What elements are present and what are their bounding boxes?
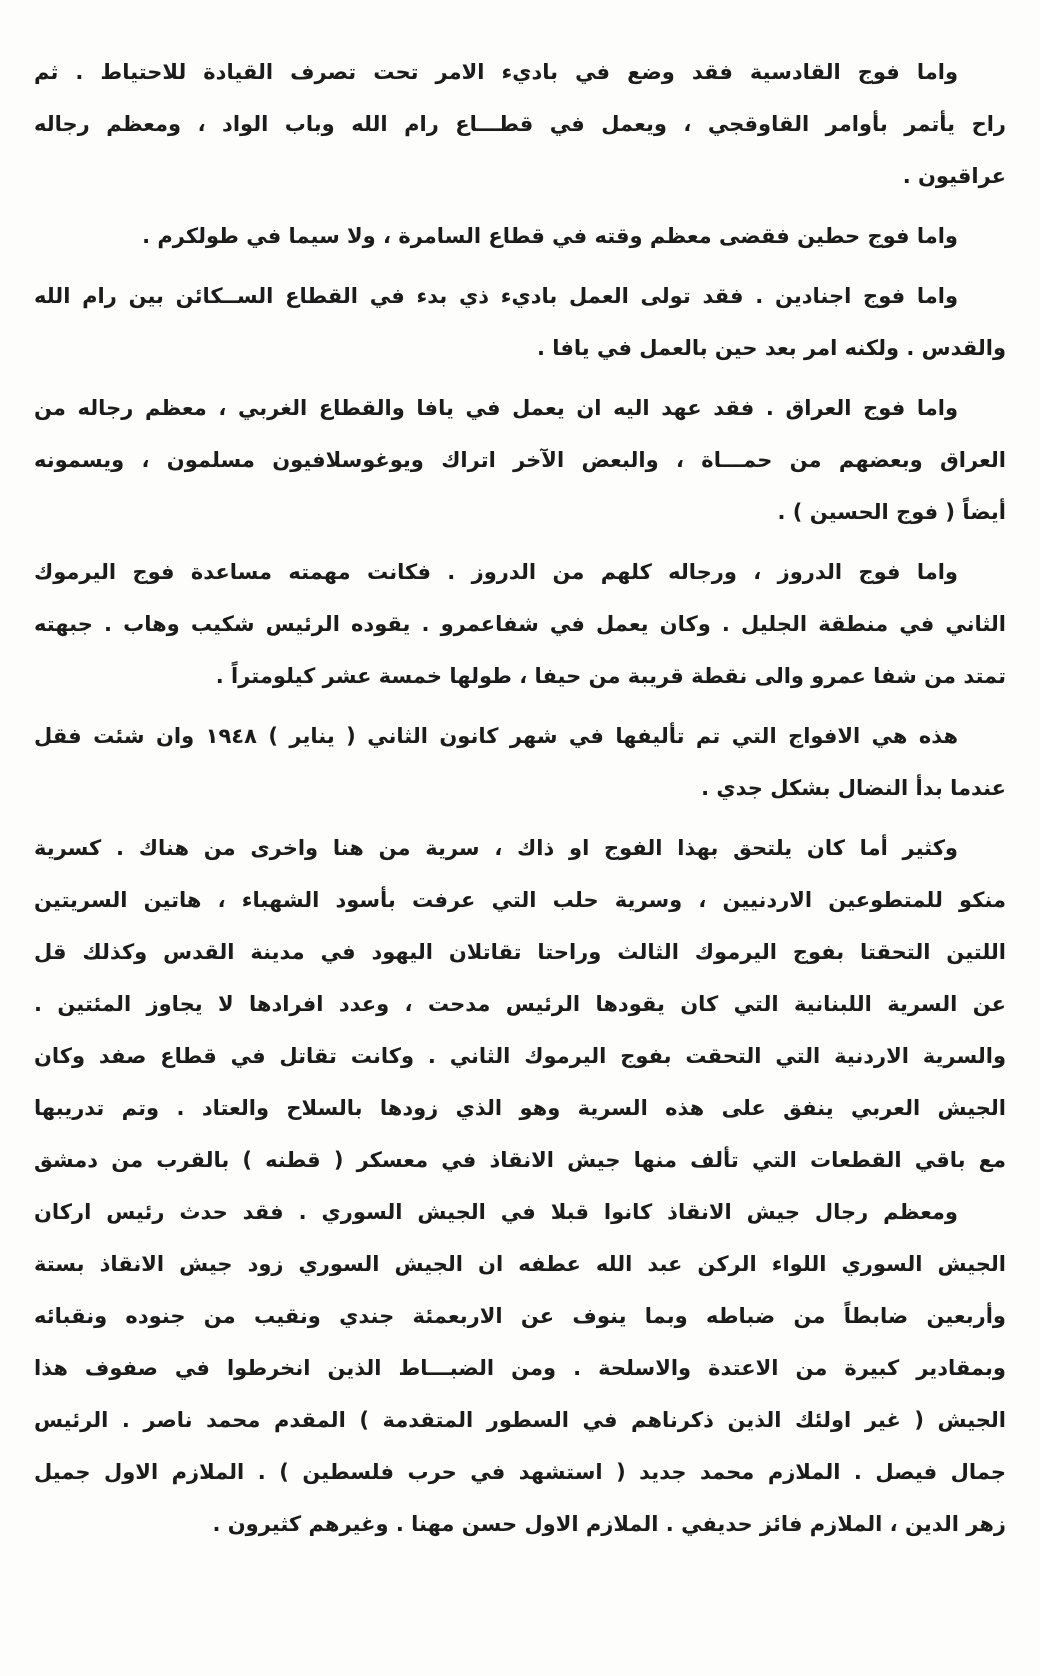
text-line: راح يأتمر بأوامر القاوقجي ، ويعمل في قطـــاع رام الله وباب الواد ، ومعظم رجاله xyxy=(34,112,1006,136)
text-line: واما فوج حطين فقضى معظم وقته في قطاع السامرة ، ولا سيما في طولكرم . xyxy=(142,224,958,248)
paragraph xyxy=(34,382,1006,538)
text-line: الجيش ( غير اولئك الذين ذكرناهم في السطور المتقدمة ) المقدم محمد ناصر . الرئيس xyxy=(34,1408,1006,1432)
text-line: أيضاً ( فوج الحسين ) . xyxy=(777,500,1006,524)
text-line: الجيش السوري اللواء الركن عبد الله عطفه ان الجيش السوري زود جيش الانقاذ بستة xyxy=(34,1252,1006,1276)
text-line: منكو للمتطوعين الاردنيين ، وسرية حلب التي عرفت بأسود الشهباء ، هاتين السريتين xyxy=(34,888,1006,912)
paragraph xyxy=(34,710,1006,814)
text-line: واما فوج الدروز ، ورجاله كلهم من الدروز . فكانت مهمته مساعدة فوج اليرموك xyxy=(34,560,958,584)
paragraph xyxy=(34,46,1006,202)
text-line: عراقيون . xyxy=(902,164,1006,188)
text-line: الجيش العربي ينفق على هذه السرية وهو الذي زودها بالسلاح والعتاد . وتم تدريبها xyxy=(34,1096,1006,1120)
text-line: وبمقادير كبيرة من الاعتدة والاسلحة . ومن الضبـــاط الذين انخرطوا في صفوف هذا xyxy=(34,1356,1006,1380)
text-line: زهر الدين ، الملازم فائز حديفي . الملازم الاول حسن مهنا . وغيرهم كثيرون . xyxy=(212,1512,1006,1536)
text-line: ومعظم رجال جيش الانقاذ كانوا قبلا في الجيش السوري . فقد حدث رئيس اركان xyxy=(34,1200,958,1224)
text-line: العراق وبعضهم من حمـــاة ، والبعض الآخر اتراك ويوغوسلافيون مسلمون ، ويسمونه xyxy=(34,448,1006,472)
text-line: واما فوج القادسية فقد وضع في باديء الامر تحت تصرف القيادة للاحتياط . ثم xyxy=(34,60,958,84)
text-line: عندما بدأ النضال بشكل جدي . xyxy=(701,776,1006,800)
text-line: وأربعين ضابطاً من ضباطه وبما ينوف عن الاربعمئة جندي ونقيب من جنوده ونقبائه xyxy=(34,1304,1006,1328)
text-line: والسرية الاردنية التي التحقت بفوج اليرموك الثاني . وكانت تقاتل في قطاع صفد وكان xyxy=(34,1044,1006,1068)
paragraph xyxy=(34,270,1006,374)
text-line: والقدس . ولكنه امر بعد حين بالعمل في يافا . xyxy=(536,336,1006,360)
text-line: الثاني في منطقة الجليل . وكان يعمل في شفاعمرو . يقوده الرئيس شكيب وهاب . جبهته xyxy=(34,612,1006,636)
text-line: وكثير أما كان يلتحق بهذا الفوج او ذاك ، سرية من هنا واخرى من هناك . كسرية xyxy=(34,836,958,860)
paragraph xyxy=(34,822,1006,1550)
text-line: عن السرية اللبنانية التي كان يقودها الرئيس مدحت ، وعدد افرادها لا يجاوز المئتين . xyxy=(34,992,1006,1016)
paragraph xyxy=(34,210,1006,262)
text-line: واما فوج اجنادين . فقد تولى العمل باديء ذي بدء في القطاع الســكائن بين رام الله xyxy=(34,284,958,308)
text-line: واما فوج العراق . فقد عهد اليه ان يعمل في يافا والقطاع الغربي ، معظم رجاله من xyxy=(34,396,958,420)
text-line: هذه هي الافواج التي تم تأليفها في شهر كانون الثاني ( يناير ) ١٩٤٨ وان شئت فقل xyxy=(34,724,958,748)
text-line: مع باقي القطعات التي تألف منها جيش الانقاذ في معسكر ( قطنه ) بالقرب من دمشق xyxy=(34,1148,1006,1172)
paragraph xyxy=(34,546,1006,702)
text-line: تمتد من شفا عمرو والى نقطة قريبة من حيفا ، طولها خمسة عشر كيلومتراً . xyxy=(215,664,1006,688)
text-line: اللتين التحقتا بفوج اليرموك الثالث وراحتا تقاتلان اليهود في مدينة القدس وكذلك قل xyxy=(34,940,1006,964)
text-line: جمال فيصل . الملازم محمد جديد ( استشهد في حرب فلسطين ) . الملازم الاول جميل xyxy=(34,1460,1006,1484)
